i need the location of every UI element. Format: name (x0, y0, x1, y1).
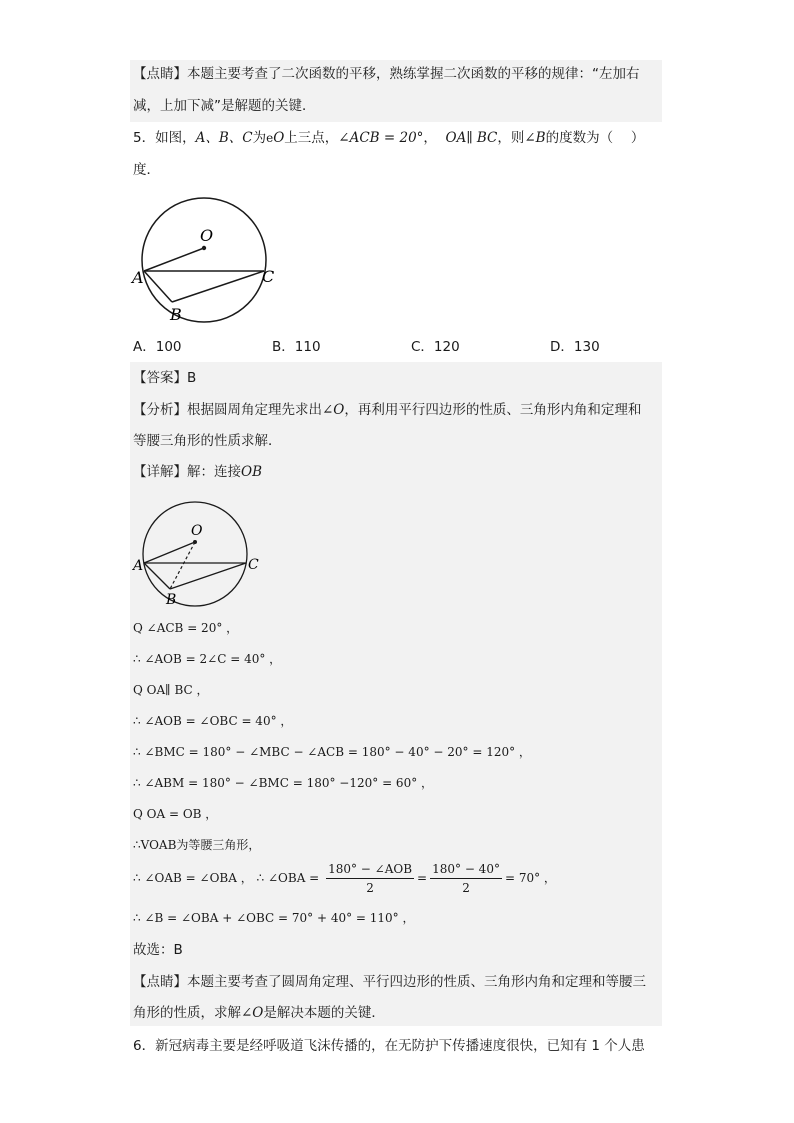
step-9 (133, 858, 556, 898)
fraction-1-den: 2 (366, 881, 374, 895)
circle-o (142, 198, 266, 322)
choice-line: 故选：B (133, 942, 183, 958)
label-o: O (200, 226, 214, 245)
q5-text-three-points: 上三点， (284, 130, 339, 146)
dianjing-2-tag: 【点睛】 (133, 974, 187, 990)
center-point-o (202, 246, 206, 250)
detail-ob: OB (241, 464, 262, 480)
step-3: Q OA∥ BC ， (133, 683, 209, 697)
step-2: ∴ ∠AOB = 2∠C = 40° ， (133, 652, 282, 666)
dianjing-2-angle-o: ∠O (241, 1005, 264, 1021)
segment-oa (144, 248, 204, 271)
answer-options (133, 337, 600, 357)
q5-text-ze: ，则 (497, 130, 525, 146)
answer-line: 【答案】B (133, 370, 197, 386)
step-4: ∴ ∠AOB = ∠OBC = 40° ， (133, 714, 293, 728)
label-o-2: O (191, 523, 203, 539)
q5-text-wei: 为 (252, 130, 267, 146)
option-b: B．110 (272, 339, 321, 355)
fraction-1 (326, 861, 414, 896)
detail-text: 解：连接 (187, 464, 241, 480)
analysis-line-1 (133, 400, 661, 420)
label-b: B (170, 305, 182, 324)
label-b-2: B (166, 592, 177, 608)
label-a-2: A (133, 558, 144, 574)
detail-tag: 【详解】 (133, 464, 187, 480)
dianjing-2-text-2a: 角形的性质，求解 (133, 1005, 241, 1021)
label-c: C (262, 267, 275, 286)
q5-angle-b: ∠B (524, 130, 546, 146)
dianjing-2-line-1 (133, 972, 661, 992)
segment-bc (172, 271, 264, 302)
option-a: A．100 (133, 339, 182, 355)
label-c-2: C (248, 557, 259, 573)
q5-comma: ， (423, 130, 437, 146)
question-circle-figure (128, 186, 288, 326)
step-10: ∴ ∠B = ∠OBA + ∠OBC = 70° + 40° = 110° ， (133, 911, 415, 925)
dianjing-2-line-2 (133, 1003, 385, 1023)
step-9-b: ∴ ∠OBA = (256, 871, 320, 885)
analysis-tag: 【分析】 (133, 402, 187, 418)
dianjing-1-line-2: 减，上加下减”是解题的关键． (133, 98, 316, 114)
analysis-line-2: 等腰三角形的性质求解． (133, 433, 282, 449)
q5-points: A、B、C (195, 130, 253, 146)
question-6-line-1: 6．新冠病毒主要是经呼吸道飞沫传播的，在无防护下传播速度很快，已知有 1 个人患 (133, 1038, 645, 1054)
step-9-a: ∴ ∠OAB = ∠OBA ， (133, 871, 253, 885)
label-a: A (132, 268, 144, 287)
step-9-c: = 70° ， (504, 871, 556, 885)
fraction-2 (430, 861, 502, 896)
analysis-text-1a: 根据圆周角定理先求出 (187, 402, 322, 418)
analysis-text-1b: ，再利用平行四边形的性质、三角形内角和定理和 (344, 402, 642, 418)
step-9-eq: = (417, 871, 428, 885)
q5-text-end: 的度数为（ ） (545, 130, 645, 146)
q5-angle-acb: ∠ACB = 20° (338, 130, 424, 146)
step-8: ∴VOAB为等腰三角形， (133, 838, 261, 852)
segment-oa-2 (144, 542, 195, 563)
dianjing-1-tag: 【点睛】 (133, 66, 187, 82)
step-1: Q ∠ACB = 20° ， (133, 621, 239, 635)
step-5: ∴ ∠BMC = 180° − ∠MBC − ∠ACB = 180° − 40° − 20° = 120° ， (133, 745, 531, 759)
center-point-o-2 (193, 540, 197, 544)
step-7: Q OA = OB ， (133, 807, 218, 821)
step-6: ∴ ∠ABM = 180° − ∠BMC = 180° −120° = 60° ， (133, 776, 434, 790)
detail-line (133, 462, 262, 482)
q5-number: 5．如图， (133, 130, 196, 146)
dianjing-1-line-1 (133, 64, 661, 84)
option-c: C．120 (411, 339, 460, 355)
dianjing-1-text-1: 本题主要考查了二次函数的平移，熟练掌握二次函数的平移的规律：“左加右 (187, 66, 640, 82)
q5-circle-symbol: e (266, 131, 274, 145)
solution-circle-figure (128, 492, 268, 612)
q5-parallel: OA∥ BC (445, 130, 498, 146)
fraction-2-den: 2 (462, 881, 470, 895)
analysis-angle-o: ∠O (322, 402, 345, 418)
fraction-2-num: 180° − 40° (430, 861, 502, 879)
dianjing-2-text-1: 本题主要考查了圆周角定理、平行四边形的性质、三角形内角和定理和等腰三 (187, 974, 646, 990)
fraction-1-num: 180° − ∠AOB (326, 861, 414, 879)
circle-o-2 (143, 502, 247, 606)
question-5-line-2: 度． (133, 162, 160, 178)
dianjing-2-text-2b: 是解决本题的关键． (263, 1005, 385, 1021)
question-5-line-1 (133, 128, 644, 148)
option-d: D．130 (550, 339, 600, 355)
q5-circle-O: O (273, 130, 285, 146)
